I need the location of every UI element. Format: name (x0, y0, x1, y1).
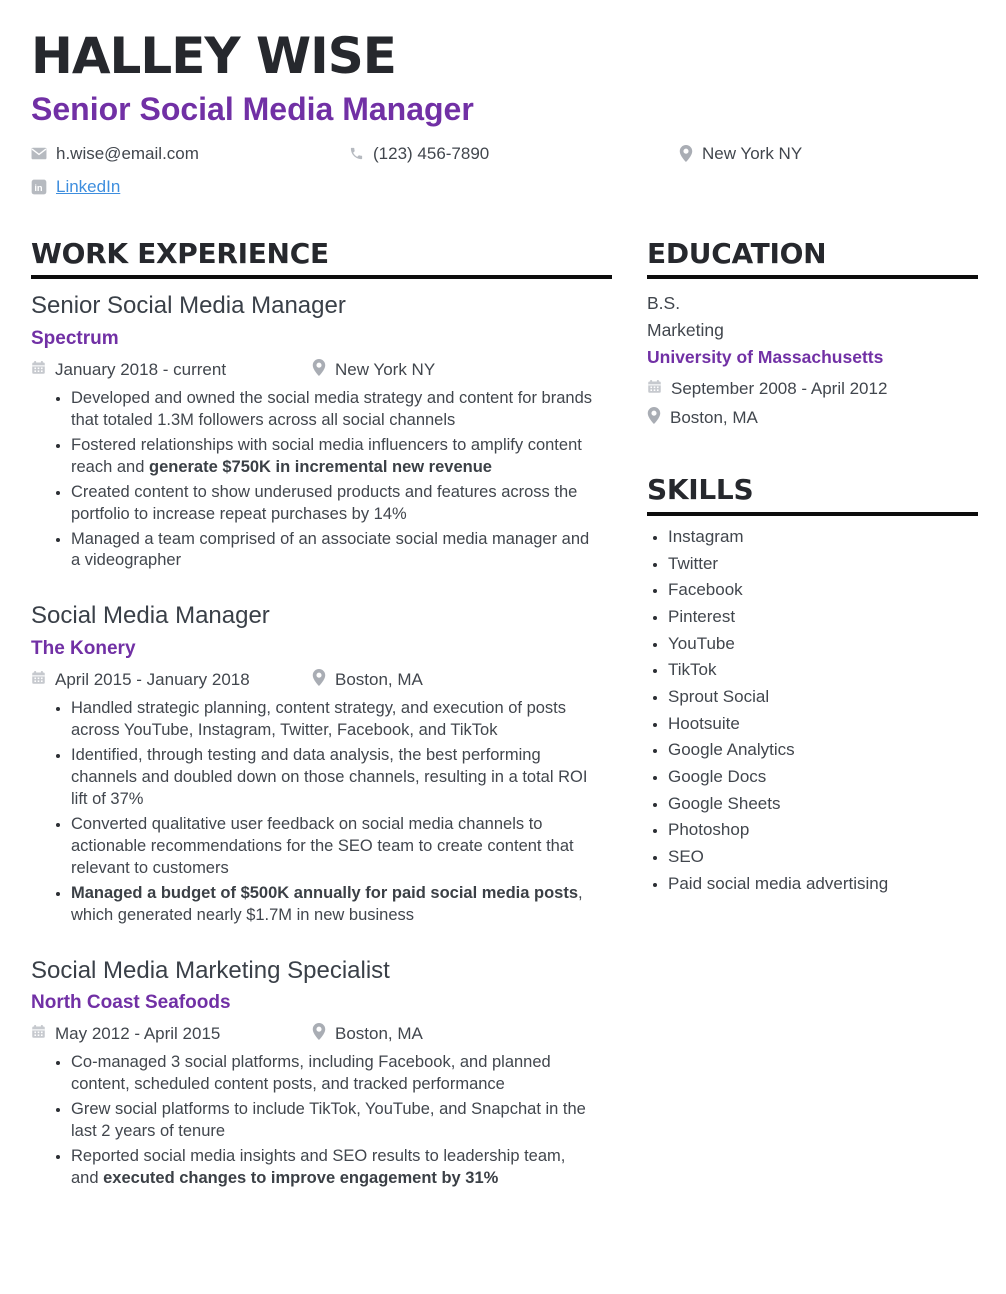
skill-item: • Google Analytics (668, 741, 978, 760)
job-company: Spectrum (31, 327, 119, 349)
section-heading-skills: SKILLS (647, 475, 978, 515)
job-entry (31, 292, 612, 572)
job-entry (31, 957, 612, 1190)
job-bullets (31, 1052, 612, 1190)
contact-phone (349, 144, 679, 164)
email-text: h.wise@email.com (56, 143, 199, 163)
contact-info (31, 144, 976, 197)
bullet-item: • Identified, through testing and data analysis, the best performing channels and doubled down on those channels, resulting in a total ROI lift of 37% (71, 745, 593, 811)
linkedin-link[interactable]: LinkedIn (56, 176, 121, 196)
skill-item: • Instagram (668, 528, 978, 547)
phone-text: (123) 456-7890 (373, 143, 490, 163)
education-location: Boston, MA (670, 408, 758, 428)
calendar-icon (31, 360, 46, 380)
skill-item: • Paid social media advertising (668, 875, 978, 894)
contact-email (31, 144, 349, 164)
resume-header (31, 27, 976, 197)
skill-item: • TikTok (668, 661, 978, 680)
job-title: Social Media Marketing Specialist (31, 956, 390, 984)
left-column (31, 236, 612, 1193)
phone-icon (349, 146, 364, 161)
svg-text:in: in (34, 182, 43, 193)
jobs-container (31, 292, 612, 1190)
job-bullets (31, 388, 612, 573)
skill-item: • Hootsuite (668, 715, 978, 734)
section-heading-education: EDUCATION (647, 239, 978, 279)
skill-item: • Sprout Social (668, 688, 978, 707)
bullet-item: • Reported social media insights and SEO results to leadership team, and executed changes to improve engagement by 31% (71, 1146, 593, 1190)
bullet-item: • Created content to show underused products and features across the portfolio to increase repeat purchases by 14% (71, 482, 593, 526)
skill-item: • Photoshop (668, 821, 978, 840)
contact-linkedin (31, 177, 976, 197)
education-section (647, 236, 978, 430)
linkedin-icon (31, 179, 47, 195)
job-dates: April 2015 - January 2018 (55, 670, 250, 690)
job-location: Boston, MA (335, 1024, 423, 1044)
job-location: Boston, MA (335, 670, 423, 690)
job-bullets (31, 698, 612, 926)
location-text: New York NY (702, 143, 803, 163)
bullet-item: • Converted qualitative user feedback on social media channels to actionable recommendations for the SEO team to create content that relevant to customers (71, 814, 593, 880)
education-school: University of Massachusetts (647, 347, 884, 368)
candidate-title: Senior Social Media Manager (31, 90, 474, 127)
bullet-item: • Managed a team comprised of an associate social media manager and a videographer (71, 529, 593, 573)
pin-icon (312, 359, 326, 381)
right-column (647, 236, 978, 1193)
bullet-item: • Grew social platforms to include TikTok, YouTube, and Snapchat in the last 2 years of tenure (71, 1099, 593, 1143)
job-meta (31, 1023, 612, 1045)
education-entry (647, 290, 978, 429)
bullet-item: • Handled strategic planning, content strategy, and execution of posts across YouTube, Instagram, Twitter, Facebook, and TikTok (71, 698, 593, 742)
job-location: New York NY (335, 359, 436, 379)
job-meta (31, 359, 612, 381)
skills-section (647, 475, 978, 893)
pin-icon (312, 669, 326, 691)
bullet-item: • Developed and owned the social media strategy and content for brands that totaled 1.3M followers across all social channels (71, 388, 593, 432)
pin-icon (312, 1023, 326, 1045)
bullet-item: • Managed a budget of $500K annually for paid social media posts, which generated nearly $1.7M in new business (71, 883, 593, 927)
skill-item: • Google Sheets (668, 795, 978, 814)
job-dates: January 2018 - current (55, 359, 227, 379)
job-company: The Konery (31, 638, 136, 660)
job-title: Senior Social Media Manager (31, 292, 346, 320)
envelope-icon (31, 147, 47, 160)
contact-location (679, 144, 976, 164)
education-dates: September 2008 - April 2012 (671, 379, 888, 399)
job-company: North Coast Seafoods (31, 992, 231, 1014)
pin-icon (679, 145, 693, 162)
calendar-icon (31, 670, 46, 690)
resume-columns (31, 236, 976, 1193)
skill-item: • YouTube (668, 635, 978, 654)
job-meta (31, 669, 612, 691)
education-dates-row (647, 379, 978, 399)
skill-item: • Pinterest (668, 608, 978, 627)
job-entry (31, 602, 612, 926)
section-heading-work: WORK EXPERIENCE (31, 239, 612, 279)
education-field: Marketing (647, 320, 724, 341)
pin-icon (647, 407, 661, 429)
bullet-item: • Co-managed 3 social platforms, including Facebook, and planned content, scheduled content posts, and tracked performance (71, 1052, 593, 1096)
skill-item: • Twitter (668, 555, 978, 574)
job-title: Social Media Manager (31, 602, 270, 630)
bullet-item: • Fostered relationships with social media influencers to amplify content reach and generate $750K in incremental new revenue (71, 435, 593, 479)
skill-item: • SEO (668, 848, 978, 867)
calendar-icon (647, 379, 662, 399)
skill-item: • Google Docs (668, 768, 978, 787)
job-dates: May 2012 - April 2015 (55, 1024, 221, 1044)
education-location-row (647, 407, 978, 429)
work-experience-section (31, 236, 612, 1190)
calendar-icon (31, 1024, 46, 1044)
candidate-name: HALLEY WISE (31, 27, 396, 85)
education-degree: B.S. (647, 293, 681, 314)
skills-list (647, 528, 978, 894)
skill-item: • Facebook (668, 581, 978, 600)
